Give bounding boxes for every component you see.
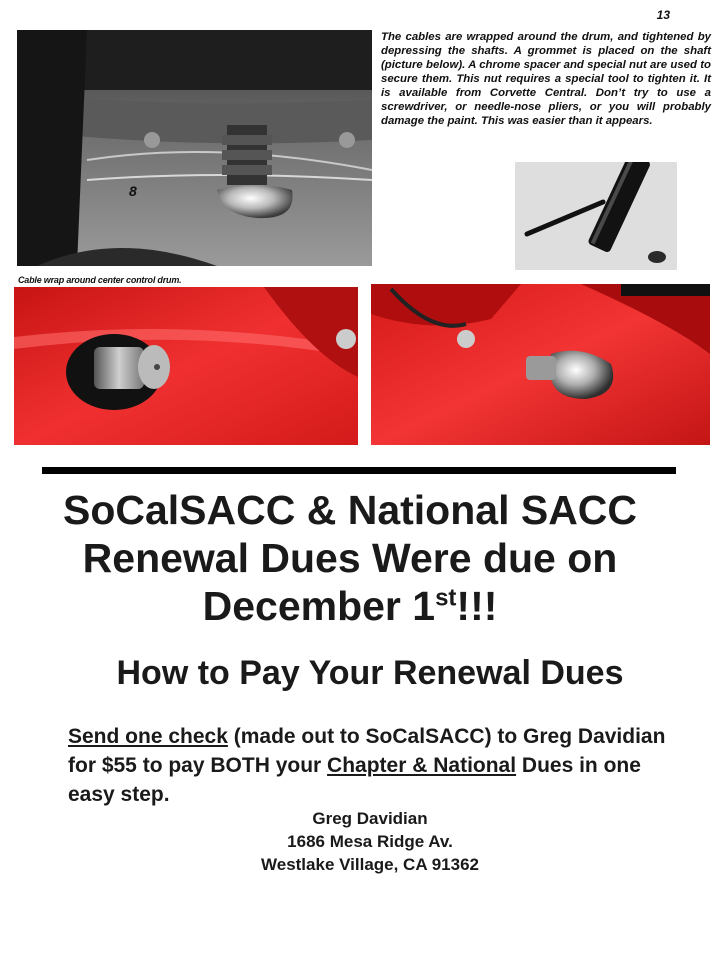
dues-headline <box>20 486 680 630</box>
headline-line-2: Renewal Dues Were due on <box>82 535 618 581</box>
address-city: Westlake Village, CA 91362 <box>261 855 479 874</box>
photo-label: 8 <box>129 183 137 199</box>
payment-instructions: Send one check (made out to SoCalSACC) to Greg Davidian for $55 to pay BOTH your Chapter & National Dues in one easy step. <box>68 725 666 806</box>
how-to-pay-heading: How to Pay Your Renewal Dues <box>116 654 624 692</box>
chapter-national-text: Chapter & National <box>327 754 517 777</box>
cable-drum-photo <box>17 30 372 266</box>
chrome-nut-photo <box>371 284 710 445</box>
special-tool-photo <box>515 162 677 270</box>
intro-paragraph: The cables are wrapped around the drum, and tightened by depressing the shafts. A grommet is placed on the shaft (picture below). A chrome spacer and special nut are used to secure them. This nut requires a special tool to tighten it. It is available from Corvette Central. Don’t try to use a screwdriver, or needle-nose pliers, or you will probably damage the paint. This was easier than it appears. <box>381 31 711 127</box>
section-divider <box>42 467 676 474</box>
address-name: Greg Davidian <box>312 809 428 828</box>
address-street: 1686 Mesa Ridge Av. <box>287 832 453 851</box>
page-number: 13 <box>656 8 670 22</box>
photo-caption: Cable wrap around center control drum. <box>18 275 182 285</box>
headline-line-1: SoCalSACC & National SACC <box>62 487 638 533</box>
grommet-photo <box>14 287 358 445</box>
mailing-address <box>200 807 540 876</box>
send-check-text: Send one check <box>68 725 228 748</box>
headline-line-3: December 1st!!! <box>202 583 498 629</box>
